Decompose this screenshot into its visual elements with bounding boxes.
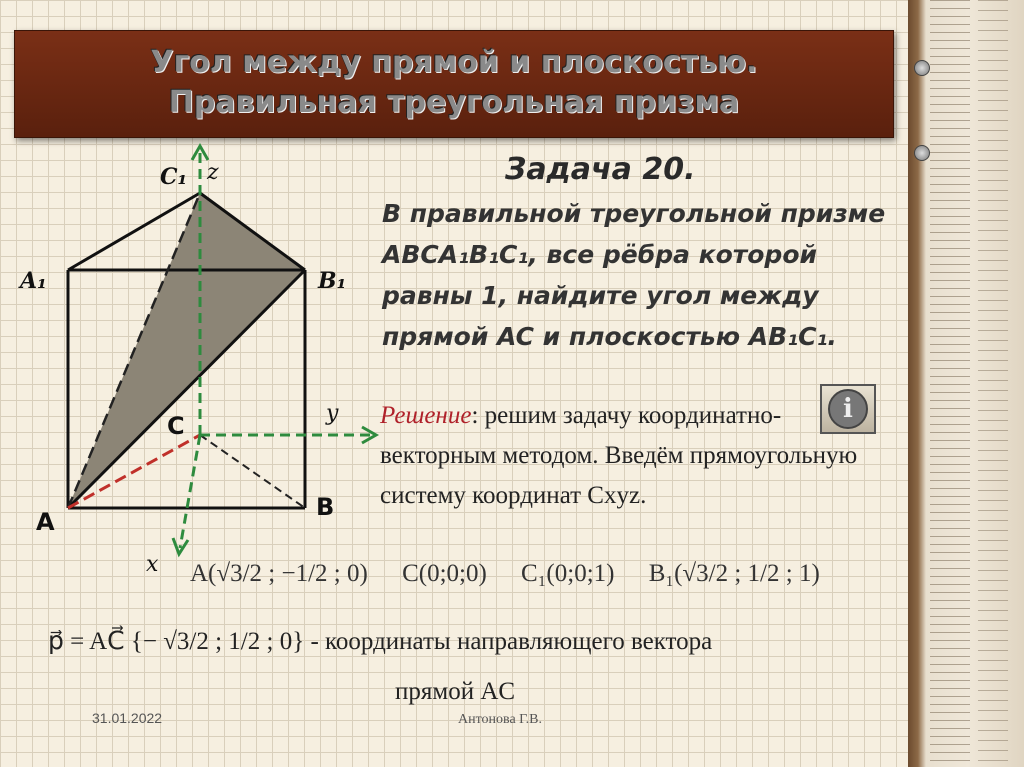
plane-ab1c1 [68,193,305,508]
edge-cb [200,435,305,508]
screw-icon [914,60,930,76]
solution-body: : решим задачу координатно-векторным методом. Введём прямоугольную систему координат Cxyz. [380,402,858,509]
info-icon: i [828,389,868,429]
label-b: B [316,493,335,521]
vector-description-line2: прямой AC [395,678,516,705]
label-c1: C₁ [160,164,188,190]
solution-label: Решение [380,402,472,429]
vector-description: - координаты направляющего вектора [304,628,713,655]
screw-icon [914,145,930,161]
vector-row [48,626,712,656]
coord-a: A(√3/2 ; −1/2 ; 0) [190,560,368,587]
label-b1: B₁ [318,268,347,294]
label-c: C [167,412,185,440]
footer-date: 31.01.2022 [92,710,163,726]
vector-formula: p⃗ = AC⃗ {− √3/2 ; 1/2 ; 0} [48,628,305,655]
footer-author: Антонова Г.В. [458,712,543,727]
coordinates-row [190,560,848,588]
label-z: z [207,160,219,185]
label-y: y [326,401,339,426]
coord-c1: C₁(0;0;1) [521,560,615,587]
coord-c: C(0;0;0) [402,560,487,587]
solution-text [380,396,890,516]
coord-b1: B₁(√3/2 ; 1/2 ; 1) [648,560,820,587]
axis-x [180,435,200,548]
ruler-ticks-secondary [978,0,1008,767]
task-heading: Задача 20. [505,152,696,187]
ruler-decoration [908,0,1024,767]
label-x: x [146,552,159,577]
task-text: В правильной треугольной призме ABCA₁B₁C₁, все рёбра которой равны 1, найдите угол между прямой AC и плоскостью AB₁C₁. [382,199,886,351]
label-a: A [36,508,55,536]
prism-figure [0,140,400,580]
slide-title-line1: Угол между прямой и плоскостью. [150,45,758,80]
ruler-ticks [930,0,970,767]
label-a1: A₁ [20,268,47,294]
slide-title [14,30,894,138]
info-button[interactable] [820,384,876,434]
slide-title-line2: Правильная треугольная призма [168,85,740,120]
